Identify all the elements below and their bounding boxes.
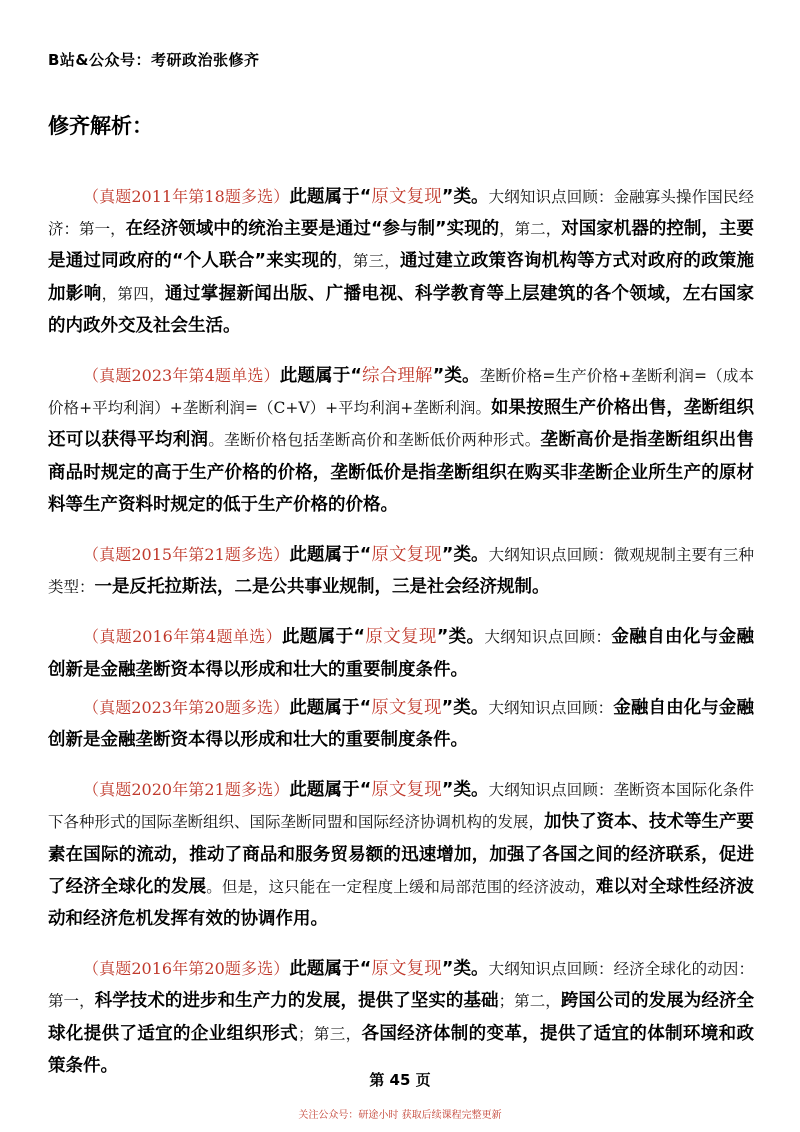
category-prefix: 此题属于“: [289, 697, 372, 718]
key-point-text: 通过掌握新闻出版、广播电视、科学教育等上层建筑的各个领域，左右国家的内政外交及社会生活。: [48, 283, 754, 336]
key-point-text: 一是反托拉斯法，二是公共事业规制，三是社会经济规制。: [94, 577, 550, 598]
analysis-paragraph: [48, 539, 754, 603]
category-label: 原文复现: [371, 545, 442, 566]
category-suffix: ”类。: [441, 780, 489, 801]
footer-note: 关注公众号：研途小时 获取后续课程完整更新: [298, 1110, 502, 1121]
category-label: 原文复现: [371, 697, 442, 718]
category-suffix: ”类。: [441, 187, 489, 207]
category-prefix: 此题属于“: [289, 545, 372, 566]
analysis-paragraph: [48, 360, 754, 521]
category-suffix: ”类。: [441, 697, 489, 718]
category-suffix: ”类。: [432, 366, 480, 387]
question-reference: （真题2015年第21题多选）: [83, 545, 290, 565]
category-suffix: ”类。: [441, 959, 489, 980]
question-reference: （真题2020年第21题多选）: [83, 780, 290, 800]
category-prefix: 此题属于“: [279, 366, 362, 387]
question-reference: （真题2016年第20题多选）: [83, 959, 290, 979]
body-text: 大纲知识点回顾：微观规制主要有三种类型：: [48, 546, 754, 597]
question-reference: （真题2023年第20题多选）: [83, 697, 290, 717]
section-title: 修齐解析：: [48, 114, 153, 138]
key-point-text: 金融自由化与金融创新是金融垄断资本得以形成和壮大的重要制度条件。: [48, 697, 754, 751]
body-text: ，第三，: [337, 252, 400, 271]
category-label: 原文复现: [364, 627, 437, 648]
category-label: 原文复现: [371, 959, 442, 980]
category-suffix: ”类。: [436, 627, 485, 648]
analysis-content: [48, 181, 754, 1100]
category-prefix: 此题属于“: [289, 780, 372, 801]
category-suffix: ”类。: [441, 545, 489, 566]
body-text: ；第三，: [298, 1024, 362, 1043]
question-reference: （真题2011年第18题多选）: [83, 187, 290, 206]
analysis-paragraph: [48, 953, 754, 1082]
body-text: 大纲知识点回顾：: [488, 698, 614, 717]
body-text: ，第二，: [499, 220, 562, 239]
key-point-text: 对国家机器的控制，主要是通过同政府的“个人联合”来实现的: [48, 219, 754, 272]
key-point-text: 跨国公司的发展为经济全球化提供了适宜的企业组织形式: [48, 991, 754, 1044]
key-point-text: 如果按照生产价格出售，垄断组织还可以获得平均利润: [48, 398, 755, 451]
body-text: ，第四，: [101, 284, 166, 303]
question-reference: （真题2023年第4题单选）: [83, 366, 280, 386]
body-text: 大纲知识点回顾：金融寡头操作国民经济：第一，: [48, 188, 754, 239]
key-point-text: 通过建立政策咨询机构等方式对政府的政策施加影响: [48, 251, 754, 304]
body-text: 大纲知识点回顾：经济全球化的动因：第一，: [48, 960, 754, 1011]
key-point-text: 难以对全球性经济波动和经济危机发挥有效的协调作用。: [48, 876, 754, 930]
key-point-text: 在经济领域中的统治主要是通过“参与制”实现的: [125, 219, 500, 240]
category-label: 原文复现: [371, 187, 442, 207]
body-text: 垄断价格=生产价格+垄断利润=（成本价格+平均利润）+垄断利润=（C+V）+平均利润+垄断利润。: [48, 367, 754, 418]
analysis-paragraph: [48, 181, 754, 342]
body-text: 大纲知识点回顾：: [484, 628, 612, 647]
body-text: ；第二，: [498, 992, 561, 1011]
analysis-paragraph: [48, 621, 754, 685]
category-prefix: 此题属于“: [289, 187, 372, 207]
category-prefix: 此题属于“: [289, 959, 372, 980]
key-point-text: 各国经济体制的变革，提供了适宜的体制环境和政策条件。: [48, 1023, 754, 1076]
key-point-text: 科学技术的进步和生产力的发展，提供了坚实的基础: [94, 991, 499, 1012]
category-prefix: 此题属于“: [281, 627, 365, 648]
analysis-paragraph: [48, 774, 754, 935]
question-reference: （真题2016年第4题单选）: [83, 627, 282, 647]
analysis-paragraph: [48, 692, 754, 756]
category-label: 原文复现: [371, 780, 442, 801]
key-point-text: 垄断高价是指垄断组织出售商品时规定的高于生产价格的价格，垄断低价是指垄断组织在购买非垄断企业所生产的原材料等生产资料时规定的低于生产价格的价格。: [48, 430, 754, 515]
category-label: 综合理解: [361, 366, 433, 387]
key-point-text: 加快了资本、技术等生产要素在国际的流动，推动了商品和服务贸易额的迅速增加，加强了各国之间的经济联系，促进了经济全球化的发展: [48, 812, 755, 897]
body-text: 大纲知识点回顾：垄断资本国际化条件下各种形式的国际垄断组织、国际垄断同盟和国际经济协调机构的发展，: [48, 781, 754, 832]
key-point-text: 金融自由化与金融创新是金融垄断资本得以形成和壮大的重要制度条件。: [48, 627, 754, 680]
body-text: 。垄断价格包括垄断高价和垄断低价两种形式。: [208, 431, 541, 450]
page-header: B站&公众号：考研政治张修齐: [48, 51, 260, 69]
page-number: 第 45 页: [369, 1071, 431, 1089]
body-text: 。但是，这只能在一定程度上缓和局部范围的经济波动，: [206, 877, 596, 896]
